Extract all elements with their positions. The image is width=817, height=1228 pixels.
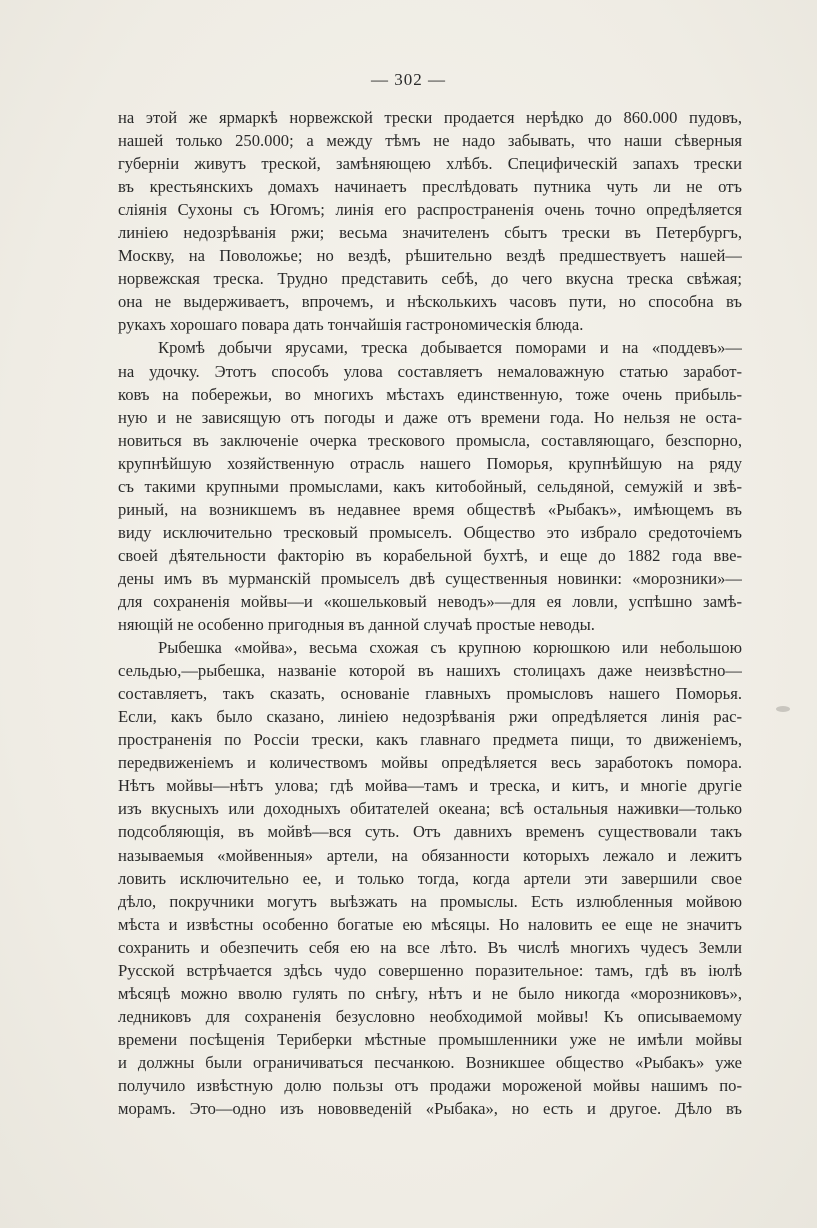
- text-line: дены имъ въ мурманскій промыселъ двѣ существенныя новинки: «морозники»—: [118, 568, 742, 588]
- text-line: Русской встрѣчается здѣсь чудо совершенно поразительное: тамъ, гдѣ въ іюлѣ: [118, 960, 742, 980]
- text-line: Если, какъ было сказано, линіею недозрѣванія ржи опредѣляется линія рас-: [118, 707, 742, 727]
- text-line: риный, на возникшемъ въ недавнее время обществѣ «Рыбакъ», имѣющемъ въ: [118, 499, 742, 519]
- paragraph: [118, 636, 742, 1120]
- text-line: она не выдерживаетъ, впрочемъ, и нѣсколькихъ часовъ пути, но способна въ: [118, 292, 742, 312]
- text-line: Рыбешка «мойва», весьма схожая съ крупною корюшкою или небольшою: [158, 638, 742, 658]
- text-line: новиться въ заключеніе очерка трескового промысла, составляющаго, безспорно,: [118, 430, 742, 450]
- text-line: ную и не зависящую отъ погоды и даже отъ времени года. Но нельзя не оста-: [118, 407, 742, 427]
- text-line: крупнѣйшую хозяйственную отрасль нашего Поморья, крупнѣйшую на ряду: [118, 453, 742, 473]
- text-line: мѣста и извѣстны особенно богатые ею мѣсяцы. Но наловить ее еще не значитъ: [118, 914, 742, 934]
- text-line: подсобляющія, въ мойвѣ—вся суть. Отъ давнихъ временъ существовали такъ: [118, 822, 742, 842]
- text-line: пространенія по Россіи трески, какъ главнаго предмета пищи, то движеніемъ,: [118, 730, 742, 750]
- text-line: времени посѣщенія Териберки мѣстные промышленники уже не имѣли мойвы: [118, 1029, 742, 1049]
- text-line: составляетъ, такъ сказать, основаніе главныхъ промысловъ нашего Поморья.: [118, 684, 742, 704]
- text-line: на этой же ярмаркѣ норвежской трески продается нерѣдко до 860.000 пудовъ,: [118, 108, 742, 127]
- text-line: съ такими крупными промыслами, какъ китобойный, сельдяной, семужій и звѣ-: [118, 476, 742, 496]
- paper-speck: [776, 706, 790, 712]
- text-line: ледниковъ для сохраненія безусловно необходимой мойвы! Къ описываемому: [118, 1006, 742, 1026]
- text-line: называемыя «мойвенныя» артели, на обязанности которыхъ лежало и лежитъ: [118, 845, 742, 865]
- text-line: своей дѣятельности факторію въ корабельной бухтѣ, и еще до 1882 года вве-: [118, 545, 742, 565]
- text-line: и должны были ограничиваться песчанкою. Возникшее общество «Рыбакъ» уже: [118, 1052, 742, 1072]
- text-line: няющій не особенно пригодныя въ данной случаѣ простые неводы.: [118, 615, 595, 635]
- text-line: въ крестьянскихъ домахъ начинаетъ преслѣдовать путника чуть ли не отъ: [118, 177, 742, 197]
- text-line: слiянія Сухоны съ Югомъ; линія его распространенія очень точно опредѣляется: [118, 200, 742, 220]
- text-line: Нѣтъ мойвы—нѣтъ улова; гдѣ мойва—тамъ и треска, и китъ, и многіе другіе: [118, 776, 742, 796]
- text-line: ловить исключительно ее, и только тогда, когда артели эти завершили свое: [118, 868, 742, 888]
- text-line: норвежская треска. Трудно представить себѣ, до чего вкусна треска свѣжая;: [118, 269, 742, 289]
- text-line: сохранить и обезпечить себя ею на все лѣто. Въ числѣ многихъ чудесъ Земли: [118, 937, 742, 957]
- text-line: линіею недозрѣванія ржи; весьма значителенъ сбытъ трески въ Петербургъ,: [118, 223, 742, 243]
- text-line: ковъ на побережьи, во многихъ мѣстахъ единственную, тоже очень прибыль-: [118, 384, 742, 404]
- page-number: — 302 —: [371, 70, 446, 89]
- text-line: губерніи живутъ треской, замѣняющею хлѣбъ. Специфическій запахъ трески: [118, 154, 742, 174]
- paragraph: [118, 336, 742, 636]
- paragraph: [118, 106, 742, 336]
- body-text: [118, 106, 742, 1120]
- text-line: сельдью,—рыбешка, названіе которой въ нашихъ столицахъ даже неизвѣстно—: [118, 661, 742, 681]
- text-line: получило извѣстную долю пользы отъ продажи мороженой мойвы нашимъ по-: [118, 1075, 742, 1095]
- text-line: рукахъ хорошаго повара дать тончайшія гастрономическія блюда.: [118, 315, 584, 335]
- text-line: передвиженіемъ и количествомъ мойвы опредѣляется весь заработокъ помора.: [118, 753, 742, 773]
- text-line: морамъ. Это—одно изъ нововведеній «Рыбака», но есть и другое. Дѣло въ: [118, 1099, 742, 1119]
- text-line: на удочку. Этотъ способъ улова составляетъ немаловажную статью заработ-: [118, 361, 742, 381]
- text-line: для сохраненія мойвы—и «кошельковый неводъ»—для ея ловли, успѣшно замѣ-: [118, 591, 742, 611]
- text-line: Москву, на Поволожье; но вездѣ, рѣшительно вездѣ предшествуетъ нашей—: [118, 246, 742, 266]
- text-line: виду исключительно тресковый промыселъ. Общество это избрало средоточіемъ: [118, 522, 742, 542]
- text-line: Кромѣ добычи ярусами, треска добывается поморами и на «поддевъ»—: [158, 338, 742, 358]
- text-line: мѣсяцѣ можно вволю гулять по снѣгу, нѣтъ и не было никогда «морозниковъ»,: [118, 983, 742, 1003]
- text-line: дѣло, покручники могутъ выѣзжать на промыслы. Есть излюбленныя мойвою: [118, 891, 742, 911]
- text-line: изъ вкусныхъ или доходныхъ обитателей океана; всѣ остальныя наживки—только: [118, 799, 742, 819]
- text-line: нашей только 250.000; а между тѣмъ не надо забывать, что наши сѣверныя: [118, 131, 742, 151]
